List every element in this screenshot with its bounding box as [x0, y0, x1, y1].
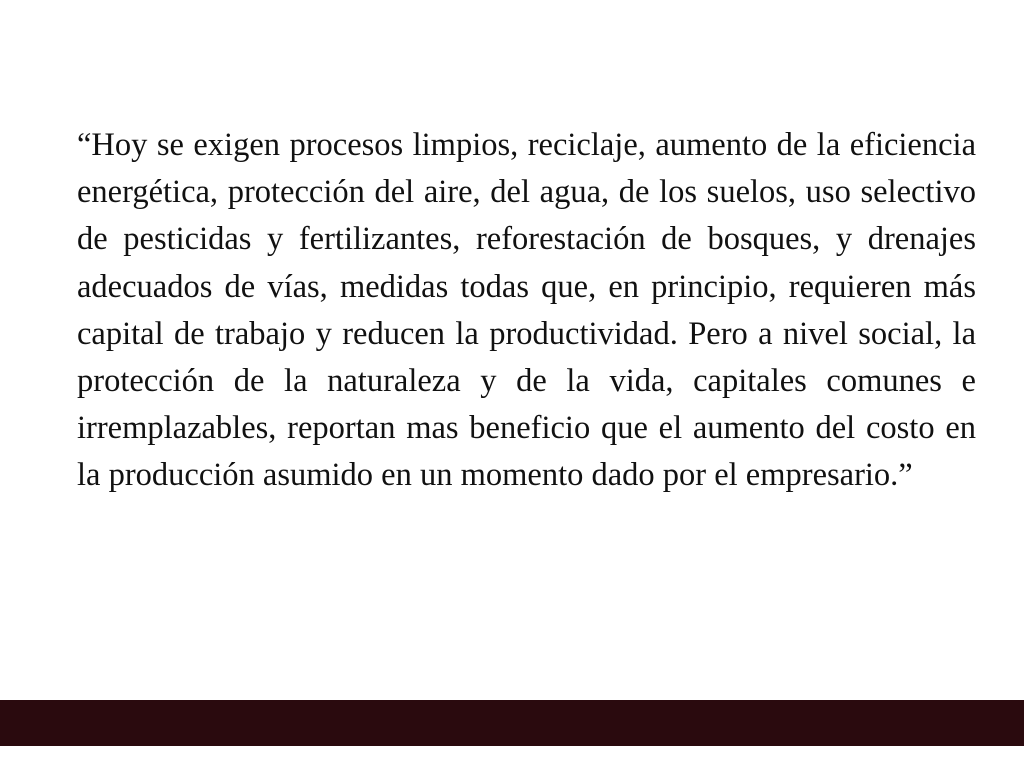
quote-paragraph: “Hoy se exigen procesos limpios, reciclaje, aumento de la eficiencia energética, protección del aire, del agua, de los suelos, uso selectivo de pesticidas y fertilizantes, reforestación de bosques, y drenajes adecuados de vías, medidas todas que, en principio, requieren más capital de trabajo y reducen la productividad. Pero a nivel social, la protección de la naturaleza y de la vida, capitales comunes e irremplazables, reportan mas beneficio que el aumento del costo en la producción asumido en un momento dado por el empresario.”: [77, 127, 976, 494]
footer-bar: [0, 700, 1024, 746]
